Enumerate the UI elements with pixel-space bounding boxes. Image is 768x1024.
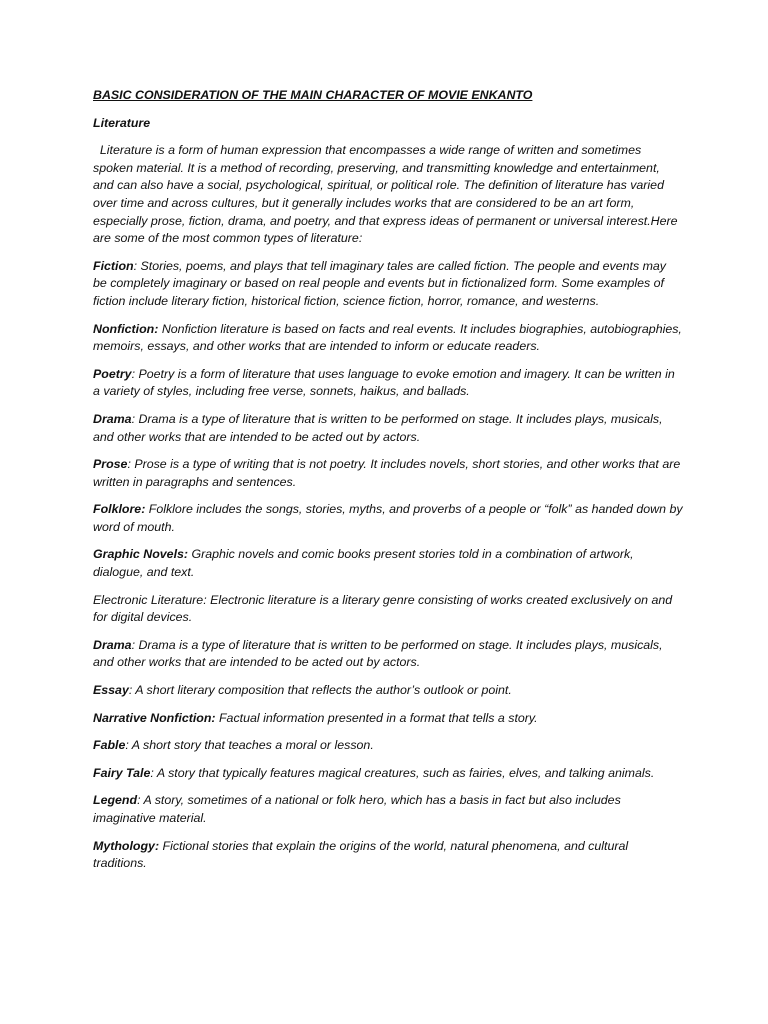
document-title: BASIC CONSIDERATION OF THE MAIN CHARACTER OF MOVIE ENKANTO [93,88,533,102]
type-paragraph-legend [93,792,683,827]
type-paragraph-prose [93,456,683,491]
type-term: Drama [93,411,132,426]
type-paragraph-mythology [93,838,683,873]
type-paragraph-electronic-literature [93,592,683,627]
type-term: Drama [93,637,132,652]
type-text: Nonfiction literature is based on facts and real events. It includes biographies, autobiographies, memoirs, essays, and other works that are intended to inform or educate readers. [93,321,682,354]
type-term: Fable [93,738,126,753]
intro-paragraph [93,142,683,248]
type-text: Fictional stories that explain the origins of the world, natural phenomena, and cultural traditions. [93,838,629,871]
type-text: : A story that typically features magical creatures, such as fairies, elves, and talking animals. [150,765,655,780]
type-paragraph-fable [93,737,683,755]
type-text: Electronic Literature: Electronic literature is a literary genre consisting of works created exclusively on and for digital devices. [93,592,673,625]
type-paragraph-fiction [93,258,683,311]
type-text: : A short literary composition that reflects the author’s outlook or point. [128,683,512,698]
type-term: Nonfiction: [93,321,159,336]
type-term: Mythology: [93,838,160,853]
document-page [93,87,683,883]
type-paragraph-poetry [93,366,683,401]
section-heading: Literature [93,115,151,130]
type-text: : A story, sometimes of a national or folk hero, which has a basis in fact but also includes imaginative material. [93,793,621,825]
type-paragraph-narrative-nonfiction [93,710,683,728]
type-text: Graphic novels and comic books present stories told in a combination of artwork, dialogue, and text. [93,547,634,580]
intro-text: Literature is a form of human expression that encompasses a wide range of written and sometimes spoken material. It is a method of recording, preserving, and transmitting knowledge and entertainment, and can also have a social, psychological, spiritual, or political role. The definition of literature has varied over time and across cultures, but it generally includes works that are considered to be an art form, especially prose, fiction, drama, and poetry, and that express ideas of permanent or universal interest.Here are some of the most common types of literature: [93,143,678,246]
type-term: Legend [93,793,138,808]
type-term: Narrative Nonfiction: [93,710,216,725]
type-paragraph-folklore [93,501,683,536]
type-paragraph-fairy-tale [93,765,683,783]
type-term: Graphic Novels: [93,547,189,562]
type-text: : Drama is a type of literature that is written to be performed on stage. It includes plays, musicals, and other works that are intended to be acted out by actors. [93,637,663,670]
type-paragraph-drama-repeat [93,637,683,672]
type-paragraph-nonfiction [93,321,683,356]
type-term: Fairy Tale [93,765,151,780]
type-term: Prose [93,457,128,472]
type-term: Poetry [93,366,132,381]
type-text: : Stories, poems, and plays that tell imaginary tales are called fiction. The people and events may be completely imaginary or based on real people and events but in fictionalized form. Some examples of fiction include literary fiction, historical fiction, science fiction, horror, romance, and westerns. [93,258,667,308]
type-paragraph-drama [93,411,683,446]
type-text: : A short story that teaches a moral or lesson. [125,738,374,753]
type-paragraph-graphic-novels [93,546,683,581]
type-term: Essay [93,683,129,698]
type-text: : Poetry is a form of literature that uses language to evoke emotion and imagery. It can be written in a variety of styles, including free verse, sonnets, haikus, and ballads. [93,366,675,399]
type-term: Fiction [93,258,134,273]
type-text: Factual information presented in a format that tells a story. [215,710,538,725]
type-term: Folklore: [93,502,146,517]
type-text: : Drama is a type of literature that is written to be performed on stage. It includes plays, musicals, and other works that are intended to be acted out by actors. [93,411,663,444]
type-paragraph-essay [93,682,683,700]
type-text: Folklore includes the songs, stories, myths, and proverbs of a people or “folk” as handed down by word of mouth. [93,502,683,534]
type-text: : Prose is a type of writing that is not poetry. It includes novels, short stories, and other works that are written in paragraphs and sentences. [93,457,681,489]
